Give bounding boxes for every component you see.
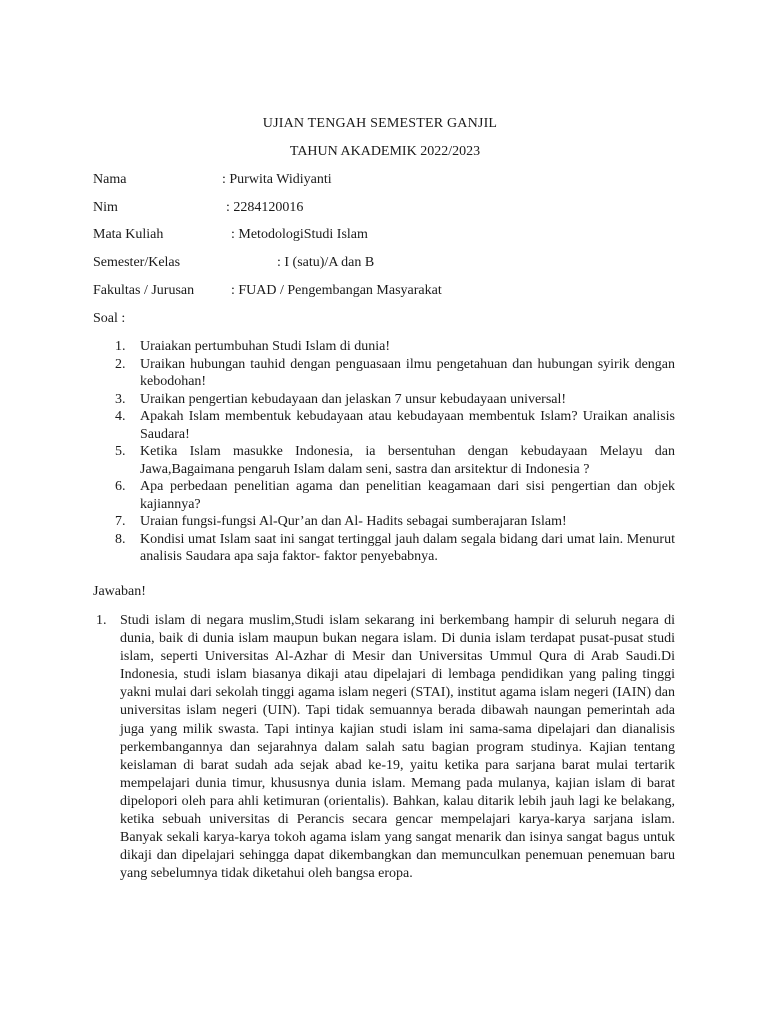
question-number: 3. — [115, 391, 126, 407]
question-text: Kondisi umat Islam saat ini sangat tertinggal jauh dalam segala bidang dari umat lain. Menurut analisis Saudara apa saja faktor- faktor penyebabnya. — [140, 531, 675, 564]
question-number: 7. — [115, 514, 126, 529]
question-item — [93, 513, 675, 531]
questions-heading: Soal : — [93, 311, 126, 326]
info-label: Semester/Kelas — [93, 255, 181, 270]
question-item — [93, 391, 675, 409]
info-value: : MetodologiStudi Islam — [231, 227, 368, 242]
question-item — [93, 478, 675, 513]
info-value: : I (satu)/A dan B — [277, 255, 375, 270]
question-text: Ketika Islam masukke Indonesia, ia bersentuhan dengan kebudayaan Melayu dan Jawa,Bagaimana pengaruh Islam dalam seni, sastra dan arsitektur di Indonesia ? — [140, 444, 675, 477]
question-text: Uraiakan pertumbuhan Studi Islam di dunia! — [140, 339, 390, 354]
question-number: 2. — [115, 356, 126, 372]
document-subtitle: TAHUN AKADEMIK 2022/2023 — [289, 144, 481, 159]
info-value: : Purwita Widiyanti — [222, 172, 332, 187]
question-text: Apa perbedaan penelitian agama dan penelitian keagamaan dari sisi pengertian dan objek kajiannya? — [140, 479, 675, 512]
answers-heading: Jawaban! — [93, 584, 146, 599]
question-item — [93, 338, 675, 356]
question-item — [93, 531, 675, 566]
answer-list — [93, 612, 675, 883]
info-label: Mata Kuliah — [93, 227, 164, 242]
question-number: 8. — [115, 531, 126, 547]
answer-number: 1. — [96, 613, 107, 628]
question-item — [93, 408, 675, 443]
question-item — [93, 443, 675, 478]
question-text: Uraikan pengertian kebudayaan dan jelaskan 7 unsur kebudayaan universal! — [140, 391, 567, 407]
info-value: : FUAD / Pengembangan Masyarakat — [231, 283, 442, 298]
info-label: Fakultas / Jurusan — [93, 283, 195, 298]
question-number: 4. — [115, 409, 126, 424]
question-number: 1. — [115, 339, 126, 354]
question-item — [93, 356, 675, 391]
info-value: : 2284120016 — [226, 200, 304, 215]
answer-item — [93, 612, 675, 883]
document-title: UJIAN TENGAH SEMESTER GANJIL — [262, 116, 498, 131]
question-text: Uraian fungsi-fungsi Al-Qur’an dan Al- Hadits sebagai sumberajaran Islam! — [140, 514, 567, 529]
question-text: Uraikan hubungan tauhid dengan penguasaan ilmu pengetahuan dan hubungan syirik dengan kebodohan! — [140, 356, 675, 389]
question-list — [93, 338, 675, 566]
question-text: Apakah Islam membentuk kebudayaan atau kebudayaan membentuk Islam? Uraikan analisis Saudara! — [140, 409, 675, 442]
info-label: Nim — [93, 200, 118, 215]
question-number: 5. — [115, 444, 126, 459]
question-number: 6. — [115, 479, 126, 494]
info-label: Nama — [93, 172, 127, 187]
answer-text: Studi islam di negara muslim,Studi islam sekarang ini berkembang hampir di seluruh negara di dunia, baik di dunia islam maupun bukan negara islam. Di dunia islam terdapat pusat-pusat studi islam, seperti Universitas Al-Azhar di Mesir dan Universitas Ummul Qura di Arab Saudi.Di Indonesia, studi islam biasanya dikaji atau dipelajari di lembaga pendidikan yang paling tinggi yakni mulai dari sekolah tinggi agama islam negeri (STAI), institut agama islam negeri (IAIN) dan universitas islam negeri (UIN). Tapi tidak semuannya berada dibawah naungan pemerintah ada juga yang milik swasta. Tapi intinya kajian studi islam ini sama-sama dipelajari dan dianalisis perkembangannya dan sejarahnya dalam salah satu bagian program studinya. Kajian tentang keislaman di barat sudah ada sejak abad ke-19, yaitu ketika para sarjana barat mulai tertarik mempelajari dunia timur, khususnya dunia islam. Memang pada mulanya, kajian islam di barat dipelopori oleh para ahli ketimuran (orientalis). Bahkan, kalau ditarik lebih jauh lagi ke belakang, ketika sebuah universitas di Perancis secara gencar mempelajari karya-karya sarjana islam. Banyak sekali karya-karya tokoh agama islam yang sangat menarik dan isinya sangat bagus untuk dikaji dan dipelajari sehingga dapat dikembangkan dan memunculkan penemuan penemuan baru yang sebelumnya tidak diketahui oleh bangsa eropa. — [120, 613, 675, 882]
